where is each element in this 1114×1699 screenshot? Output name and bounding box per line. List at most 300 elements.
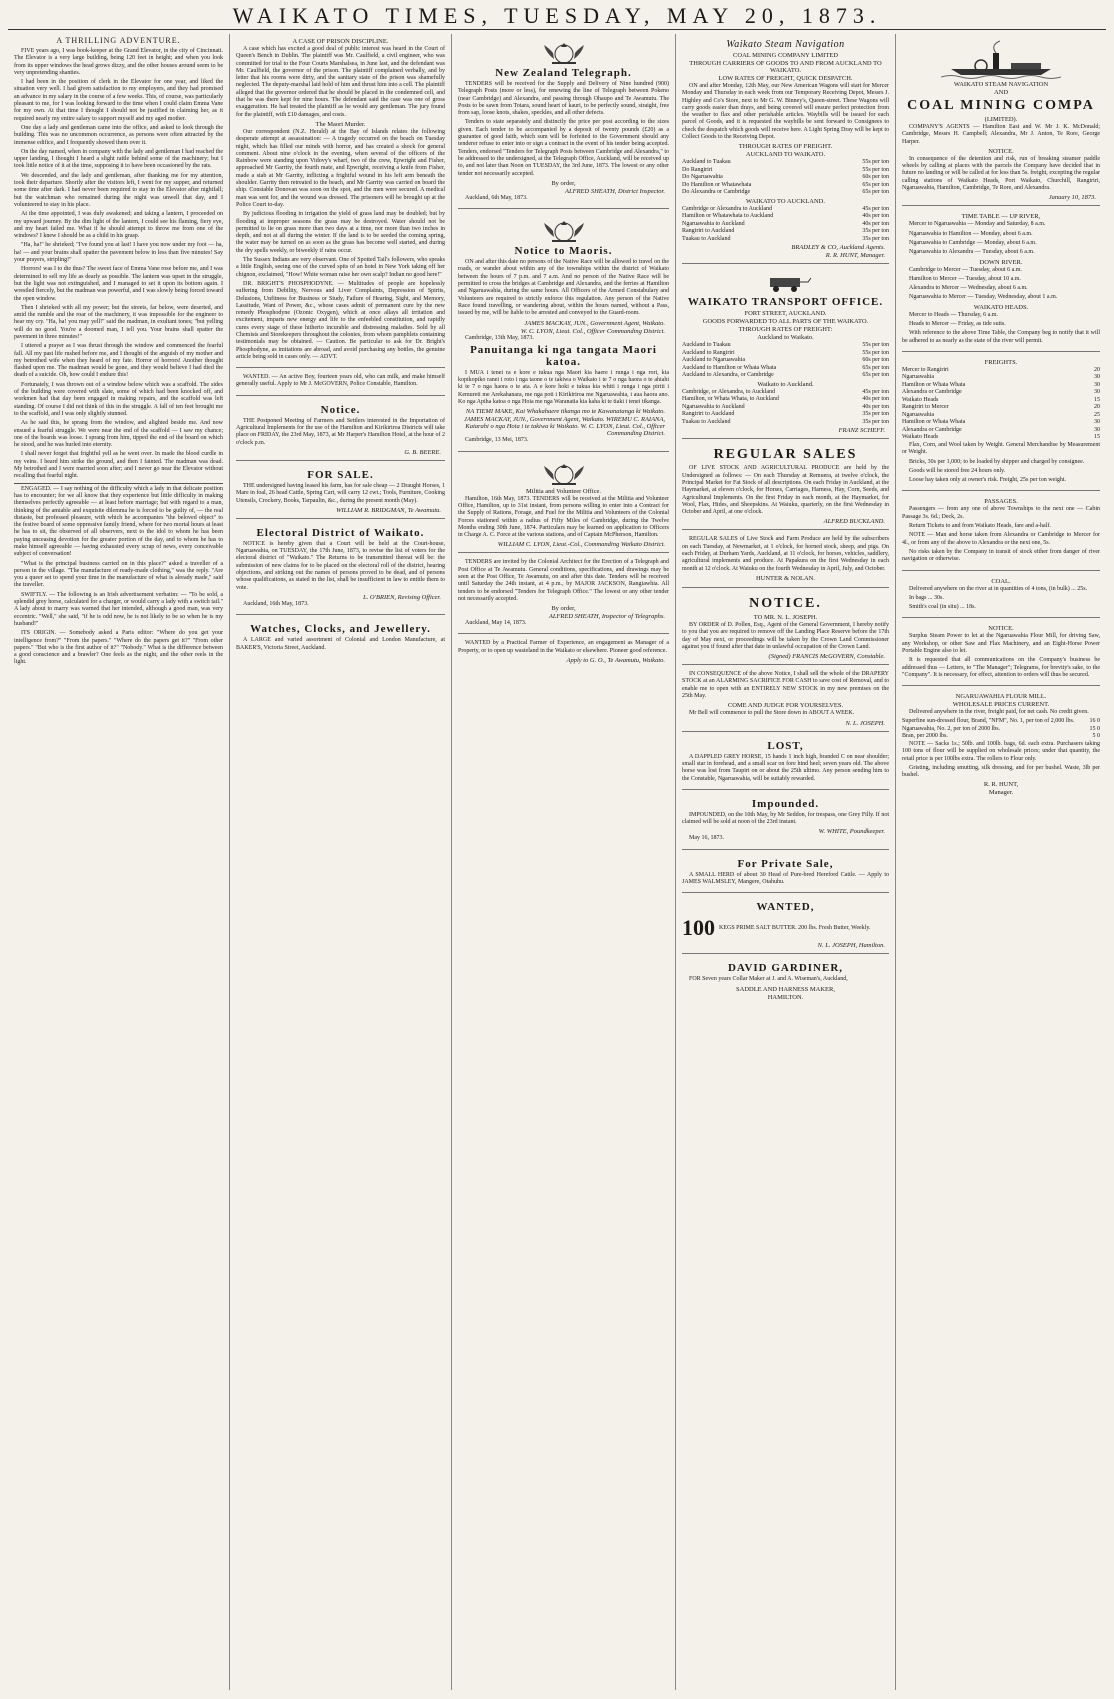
story-paragraph: Horrors! was I to die thus? The sweet face of Emma Vane rose before me, and I was determined to sell my life as dearly as possible. The lantern was upset in the struggle, but the light was not extinguished, and I managed to set it upon its bottom again. I wrestled fiercely, but the madman was powerful, and I was slowly being forced toward the open window. — [14, 266, 223, 302]
telegraph-title: New Zealand Telegraph. — [495, 67, 632, 79]
watches-ad — [236, 618, 445, 658]
lost-title: LOST, — [767, 739, 804, 752]
lost-text: A DAPPLED GREY HORSE, 15 hands 1 inch high, branded C on near shoulder; small star in forehead, and a small scar on fore hind heel; seven years old. The above horse was lost from Taupiri on or about the 25th ultimo. Any person sending him to the Constable, Ngaruawahia, will be suitably rewarded. — [682, 753, 889, 782]
rates-sub-2: WAIKATO TO AUCKLAND. — [746, 197, 825, 205]
butter-row — [682, 915, 889, 941]
story-paragraph: ITS ORIGIN. — Somebody asked a Paris editor: "Where do you get your intelligence from?" "From the papers." "Where do the papers get it?" "From other papers." "But who is the first author of it?" "Nobody." What is the difference between a good conscience and a brawler? One feels as the night, and the other reels in the light. — [14, 630, 223, 666]
sale-signature: WILLIAM R. BRIDGMAN, Te Awamutu. — [336, 506, 441, 514]
murder-title: The Maori Murder. — [315, 120, 366, 128]
rate-row — [682, 159, 889, 167]
for-sale-ad — [236, 464, 445, 519]
rate-value: 40s per ton — [862, 213, 889, 220]
militia-tender — [458, 455, 669, 554]
freights — [902, 355, 1100, 491]
flour-signature-2: Manager. — [988, 789, 1014, 797]
rate-value: 60s per ton — [862, 357, 889, 364]
butter-text: KEGS PRIME SALT BUTTER. 200 lbs. Fresh Butter, Weekly. — [719, 924, 871, 931]
flour-note-2: Gristing, including smutting, silk dressing, and for per bushel. Waste, 3lb per bushel. — [902, 764, 1100, 779]
sale-title: FOR SALE. — [307, 468, 374, 481]
drapery-signature: N. L. JOSEPH. — [845, 719, 885, 727]
rate-place: Hamilton or Whata Whata — [902, 419, 966, 426]
rate-row — [902, 374, 1100, 382]
heads-note: With reference to the above Time Table, the Company beg to notify that it will be adhered to as nearly as the state of the river will permit. — [902, 330, 1100, 344]
royal-crest-icon — [534, 217, 594, 243]
rate-place: Do Rangiriri — [682, 166, 713, 173]
panui-title: Panuitanga ki nga tangata Maori katoa. — [470, 343, 657, 368]
nav-title: WAIKATO STEAM NAVIGATION — [953, 81, 1049, 88]
t-rates-sub-1: Auckland to Waikato. — [757, 334, 814, 342]
murder-text: Our correspondent (N.Z. Herald) at the Bay of Islands relates the following desperate attempt at assassination: — A tragedy occurred on the beach on Tuesday night, which has filled our minds with horror, and has created a shock for general comment. About nine o'clock in the evening, when several of the officers of the Rainbow were standing upon Vidovy's wharf, two of the crew, Epwright and Fisher, approached Mr Garrity, the fourth mate, and Epwright, receiving a knife from Fisher, made a stab at Mr Garrity, inflicting a frightful wound in his left arm beneath the shoulder. Garrity then retreated to the beach, and Mr Garrity was carried on board the ship. Constable Donovan was soon on the spot, and the men were secured. A medical man was sent for, and the wound was dressed. The prisoners will be brought up at the Police Court to-day. — [236, 128, 445, 208]
rate-place: Ngaruawahia to Auckland — [682, 220, 745, 227]
rate-value: 55s per ton — [862, 166, 889, 173]
rate-row — [682, 404, 889, 412]
case-text: A case which has excited a good deal of public interest was heard in the Court of Queen's Bench in Dublin. The plaintiff was Mr. Caulfield, a civil engineer, who was committed for trial to the Four Courts Marshalsea, in June last, and the defendant was Mr. Caulfield, the governor of the prison. The plaintiff complained verbally, and by letter that his rooms were dirty, and the sanitary state of the prison was shamefully neglected. The deputy-marshal laid hold of him and thrust him into a cell. The plaintiff alleged that the governor ordered that he should be placed in the condemned cell, and that he was there kept for nine hours. The defendant said the case was one of gross exaggeration. He had treated the plaintiff as he would any gentleman. The jury found for the plaintiff, with £10 damages, and costs. — [236, 46, 445, 118]
passage-4: No risks taken by the Company in transit of stock either from danger of river navigation or otherwise. — [902, 548, 1100, 563]
electoral-date: Auckland, 16th May, 1873. — [243, 600, 309, 607]
rate-row — [682, 206, 889, 214]
rate-value: 30 — [1094, 426, 1100, 433]
rate-place: Rangiriri to Auckland — [682, 411, 735, 418]
militia-text: Hamilton, 16th May, 1873. TENDERS will be received at the Militia and Volunteer Office, Hamilton, up to 31st instant, from persons willing to enter into a Contract for the Supply of Rations, Forage, and Fuel for the Militia and Volunteers of the Colonial Forces stationed within a radius of Fifty Miles of Cambridge, during the Twelve Months ending 30th June, 1874. Particulars may be learned on application to Officers in Charge A. C. Force at the various stations, and of Captain McPherson, Hamilton. — [458, 495, 669, 539]
rate-row — [682, 189, 889, 197]
flour-title: NGARUAWAHIA FLOUR MILL. — [955, 693, 1047, 701]
up-river-4: Ngaruawahia to Alexandra — Tuesday, about 6 a.m. — [909, 249, 1035, 256]
irrigation-text: By judicious flooding in irrigation the yield of grass land may be doubled; but by flooding at improper seasons the grass may be destroyed. Water should not be permitted to lie on grass more than two days at a time, nor more than two inches in depth, and not at all during the winter. If the land is to be seeded the coming spring, the water may be turned on as soon as the grass has become well started, and during the dry spells weekly, or biweekly if rains occur. — [236, 211, 445, 254]
rate-place: Mercer to Rangiriri — [902, 366, 949, 373]
notice2-text-2: It is requested that all communications on the Company's business be addressed thus — Letters, to "The Manager"; Telegrams, for brevity's sake, to the "Company". It is necessary, for effect, attention to orders will thus be secured. — [902, 657, 1100, 678]
passages-title: PASSAGES. — [984, 498, 1018, 506]
down-river-2: Hamilton to Mercer — Tuesday, about 10 a.m. — [909, 275, 1021, 282]
freights-title: FREIGHTS. — [984, 358, 1018, 366]
sales-title: REGULAR SALES — [713, 447, 858, 463]
private-text: A SMALL HERD of about 30 Head of Pure-bred Hereford Cattle. — Apply to JAMES WALMSLEY, Mangere, Otahuhu. — [682, 871, 889, 885]
sales2-signature: HUNTER & NOLAN. — [755, 574, 816, 582]
gardiner-text: FOR Seven years Collar Maker at J. and A. Wiseman's, Auckland, — [689, 976, 848, 983]
rates-table-b — [682, 206, 889, 244]
rate-row — [902, 397, 1100, 405]
architect-tender — [458, 556, 669, 634]
butter-number: 100 — [682, 915, 715, 941]
panui-date: Cambridge, 13 Mei, 1873. — [465, 437, 529, 444]
nav-company: COAL MINING COMPA — [907, 98, 1095, 113]
wagon-icon — [756, 272, 816, 294]
rate-value: 15 — [1094, 434, 1100, 441]
steam-company: COAL MINING COMPANY LIMITED — [733, 52, 838, 59]
rate-place: Waikato Heads — [902, 434, 939, 441]
farmer-wanted-ad — [458, 637, 669, 668]
rate-row — [902, 718, 1100, 726]
story-paragraph: On the day named, when in company with the lady and gentleman I had reached the upper landing, I thought I heard a slight rattle behind some of the machinery; but I took little notice of it at the time, supposing it to have been occasioned by the rats. — [14, 148, 223, 170]
rate-row — [682, 342, 889, 350]
telegraph-by: By order, — [551, 179, 576, 187]
transport-title: WAIKATO TRANSPORT OFFICE. — [687, 296, 884, 309]
rate-row — [682, 213, 889, 221]
rate-row — [902, 367, 1100, 375]
passage-3: NOTE — Man and horse taken from Alexandra or Cambridge to Mercer for 4l., or from any of the above to Alexandra or the next one, 5s. — [902, 532, 1100, 546]
electoral-title: Electoral District of Waikato. — [256, 526, 425, 539]
farmer-text: WANTED by a Practical Farmer of Experience, an engagement as Manager of a Property, or to open up wasteland in the Waikato or elsewhere. Pioneer good reference. — [458, 640, 669, 654]
story-paragraph: At the time appointed, I was duly awakened; and taking a lantern, I proceeded on my upward journey. By the dim light of the lantern, I could see his flaming, fiery eye, and my heart failed me. What if he should attempt to throw me from one of the windows? I knew I should be as a child in his grasp. — [14, 211, 223, 240]
divider — [14, 483, 223, 484]
nav-notice-date: January 10, 1873. — [1048, 194, 1096, 202]
up-river-3: Ngaruawahia to Cambridge — Monday, about 6 a.m. — [909, 239, 1037, 246]
private-title: For Private Sale, — [737, 857, 834, 870]
t-rates-sub-2: Waikato to Auckland. — [757, 380, 814, 388]
drapery-sale-ad — [682, 668, 889, 731]
case-title: A CASE OF PRISON DISCIPLINE. — [292, 38, 389, 45]
t-rates-table-a — [682, 342, 889, 380]
rate-row — [902, 404, 1100, 412]
steam-signature-2: R. R. HUNT, Manager. — [825, 252, 885, 260]
butter-title: WANTED, — [756, 901, 815, 914]
telegraph-signature: ALFRED SHEATH, District Inspector. — [565, 187, 665, 195]
impound-text: IMPOUNDED, on the 10th May, by Mr Seddon, for trespass, one Grey Filly. If not claimed will be sold at noon of the 23rd instant. — [682, 811, 889, 826]
t-rates-title: THROUGH RATES OF FREIGHT: — [738, 326, 833, 334]
story-paragraph: I uttered a prayer as I was thrust through the window and commenced the fearful fall. All my past life rushed before me, and I thought of the anguish of my mother and my betrothed wife when they heard of my fate. Horror of horrors! Another thought flashed upon me. The madman would be gone, and they would believe I had died the death of a suicide. Oh, how could I endure this! — [14, 343, 223, 379]
sales-text: OF LIVE STOCK AND AGRICULTURAL PRODUCE are held by the Undersigned as follows: — On each Thursday at Remuera, at twelve o'clock, the Principal Market for Fat Stock of all descriptions. On each Friday in Auckland, at the Haymarket, at eleven o'clock, for Horses, Carriages, Harness, Hay, Corn, Seeds, and Agricultural Implements. On the first Friday in each month, at the Haymarket, for Wool, Flax, Hides, and Sheepskins. At Waiuku, quarterly, on the first Wednesday in October and April, at one o'clock. — [682, 465, 889, 516]
rate-place: Tuakau to Auckland — [682, 235, 731, 242]
rate-row — [902, 389, 1100, 397]
timetable-title: TIME TABLE — UP RIVER, — [961, 213, 1041, 221]
rates-table-a — [682, 159, 889, 197]
rate-place: Waikato Heads — [902, 396, 939, 403]
steam-title: Waikato Steam Navigation — [726, 39, 845, 50]
rate-place: Auckland to Tuakau — [682, 159, 731, 166]
rate-place: Ngaruawahia — [902, 411, 934, 418]
timetable — [902, 209, 1100, 352]
rate-place: Hamilton or Whata Whata — [902, 381, 966, 388]
column-2 — [230, 34, 452, 1690]
royal-crest-icon — [534, 460, 594, 486]
rate-value: 15 — [1094, 396, 1100, 403]
rate-place: Hamilton, or Whata Whata, to Auckland — [682, 396, 779, 403]
flour-prices-table — [902, 718, 1100, 741]
column-3 — [452, 34, 676, 1690]
nav-limited: (LIMITED). — [984, 116, 1018, 123]
rate-place: Auckland to Hamilton or Whata Whata — [682, 364, 777, 371]
steam-power-notice — [902, 621, 1100, 686]
story-paragraph: "Ha, ha!" he shrieked; "I've found you at last! I have you now under my foot — ha, ha! — and your brains shall spatter the pavement below in less than five minutes! Say your prayers, stripling!" — [14, 242, 223, 264]
impound-title: Impounded. — [751, 797, 820, 810]
down-river-4: Ngaruawahia to Mercer — Tuesday, Wednesday, about 1 a.m. — [909, 294, 1058, 301]
butter-signature: N. L. JOSEPH, Hamilton. — [817, 942, 885, 950]
rate-place: Ngaruawahia to Auckland — [682, 403, 745, 410]
rate-place: Do Hamilton or Whatawhata — [682, 181, 752, 188]
drapery-sub: COME AND JUDGE FOR YOURSELVES. — [727, 702, 844, 710]
steam-low-rates: LOW RATES OF FREIGHT, QUICK DESPATCH. — [718, 75, 853, 82]
rate-row — [682, 167, 889, 175]
rate-place: Alexandra or Cambridge — [902, 389, 962, 396]
impound-signature: W. WHITE, Poundkeeper. — [818, 828, 885, 836]
nav-and: AND — [993, 89, 1009, 96]
story-paragraph: One day a lady and gentleman came into the office, and asked to look through the building. This was no uncommon occurrence, as persons were often attracted by the immense edifice, and I frequently showed them over it. — [14, 124, 223, 146]
rate-value: 16 0 — [1089, 718, 1100, 725]
transport-signature: FRANZ SCHEFF. — [838, 427, 885, 435]
rate-value: 35s per ton — [862, 235, 889, 242]
telegraph-date: Auckland, 6th May, 1873. — [465, 194, 528, 201]
story-paragraph: Then I shrieked with all my power; but the streets, far below, were deserted, and amid the rumble and the roar of the machinery, it was impossible for the engineer to hear my cry. "Ha, ha! you may yell!" said the madman, in exultant tones; "but yelling will do no good. You're a doomed man, I tell you. Your brains shall spatter the pavement in three minutes!" — [14, 304, 223, 340]
notice-text: THE Postponed Meeting of Farmers and Settlers interested in the Importation of Agricultural Implements for the use of the Hamilton and Kirikiriroa Districts will take place on FRIDAY, the 23rd May, 1873, at Mr Harper's Hamilton Hotel, at the hour of 2 o'clock p.m. — [236, 417, 445, 446]
rate-row — [682, 350, 889, 358]
rate-value: 40s per ton — [862, 220, 889, 227]
gardiner-title: DAVID GARDINER, — [727, 962, 844, 975]
panui-signature-2: JAMES MACKAY, JUN., Government Agent, Waikato. WIREMU C. RAIANA, Kaiarahi o nga Hoia i te takiwa ki Waikato. W. C. LYON, Lieut. Col., Officer Commanding District. — [463, 416, 665, 438]
rate-row — [682, 221, 889, 229]
militia-signature: WILLIAM C. LYON, Lieut.-Col., Commanding Waikato District. — [497, 541, 665, 549]
rate-value: 65s per ton — [862, 364, 889, 371]
sales2-text: REGULAR SALES of Live Stock and Farm Produce are held by the subscribers on each Tuesday, at Newmarket, at 1 o'clock, for horned stock, sheep, and pigs. On each Friday, at Durham Yards, Auckland, at 11 o'clock, for horses, vehicles, saddlery, agricultural implements and produce. At Papakura on the first Wednesday in each month at 12 o'clock. At Waiuku on the fourth Wednesday in April, July, and October. — [682, 536, 889, 572]
up-river-2: Ngaruawahia to Hamilton — Monday, about 6 a.m. — [909, 230, 1033, 237]
rate-place: Auckland to Ngaruawahia — [682, 357, 745, 364]
rate-row — [902, 412, 1100, 420]
heads-1: Mercer to Heads — Thursday, 6 a.m. — [909, 311, 998, 318]
rate-place: Do Alexandra or Cambridge — [682, 189, 751, 196]
down-river-1: Cambridge to Mercer — Tuesday, about 6 a.m. — [909, 266, 1022, 273]
notice-signature: G. B. BEERE. — [404, 448, 441, 456]
coal-3: Smith's coal (in situ) ... 18s. — [909, 604, 976, 611]
story-paragraph: ENGAGED. — I say nothing of the difficulty which a lady in that delicate position has to encounter; for we all know that they experience but little difficulty in making themselves perfectly agreeable — at least before marriage; but with regard to a man, thinking of the amiable and exquisite dilemma he is forced to be guilty of, — the real distaste, but professed pleasure, with which he accompanies "the beloved object" to the festive board of some oppressive family friend, where for two mortal hours at least he has to sit, the observed of all observers, next to the idol to whom he has been paying unceasing devotion for the greater portion of the day, and to whom he has to make himself agreeable — having exhausted every scrap of news, every conceivable subject of conversation! — [14, 485, 223, 558]
joseph-notice — [682, 591, 889, 665]
wanted-boy-ad — [236, 371, 445, 396]
lost-horse-ad — [682, 735, 889, 790]
joseph-to: TO MR. N. L. JOSEPH. — [753, 613, 818, 621]
rate-value: 25 — [1094, 411, 1100, 418]
rates-title: THROUGH RATES OF FREIGHT. — [738, 143, 833, 151]
rate-value: 65s per ton — [862, 189, 889, 196]
rate-value: 40s per ton — [862, 403, 889, 410]
rate-row — [682, 357, 889, 365]
rate-place: Bran, per 2000 lbs. — [902, 733, 948, 740]
rate-row — [902, 427, 1100, 435]
rate-value: 35s per ton — [862, 418, 889, 425]
rate-row — [902, 419, 1100, 427]
rate-place: Hamilton or Whatawhata to Auckland — [682, 213, 774, 220]
wanted-text: WANTED. — An active Boy, fourteen years old, who can milk, and make himself generally useful. Apply to Mr J. McGOVERN, Police Constable, Hamilton. — [236, 374, 445, 388]
steam-subtitle: THROUGH CARRIERS OF GOODS TO AND FROM AUCKLAND TO WAIKATO. — [689, 60, 882, 74]
architect-date: Auckland, May 14, 1873. — [465, 620, 527, 627]
rate-row — [682, 396, 889, 404]
rate-value: 20 — [1094, 404, 1100, 411]
meeting-notice — [236, 399, 445, 461]
rate-place: Alexandra or Cambridge — [902, 426, 962, 433]
joseph-title: NOTICE. — [749, 595, 822, 611]
architect-by: By order, — [551, 605, 576, 613]
rate-row — [682, 365, 889, 373]
notice2-title: NOTICE. — [988, 625, 1014, 633]
testimonial-text: The Sussex Indians are very observant. One of Spotted Tail's followers, who speaks a little English, seeing one of the curved spits of an hotel in New York taking off her chignon, exclaimed, "How! White woman raise her own scalp? Indian no good here!" — [236, 257, 445, 278]
case-article — [236, 34, 445, 368]
heads-2: Heads to Mercer — Friday, as tide suits. — [909, 321, 1006, 328]
telegraph-tender — [458, 34, 669, 209]
rate-value: 60s per ton — [862, 174, 889, 181]
freights-note-3: Goods will be stored free 24 hours only. — [909, 467, 1006, 474]
telegraph-text: TENDERS will be received for the Supply and Delivery of Nine hundred (900) Telegraph Posts (more or less), for renewing the line of Telegraph between Pokeno (near Cambridge) and Alexandra, and passing through Ohaupo and Te Awamutu. The Posts to be sawn from Totara, sound heart of kauri, to be perfectly sound, straight, free from sap, loose knots, shakes, speckles, and all other defects. — [458, 81, 669, 117]
rate-place: Cambridge, or Alexandra, to Auckland — [682, 388, 775, 395]
sales-signature: ALFRED BUCKLAND. — [823, 518, 885, 526]
rate-row — [682, 372, 889, 380]
rate-place: Rangiriri to Mercer — [902, 404, 949, 411]
rate-value: 55s per ton — [862, 349, 889, 356]
steam-text: ON and after Monday, 12th May, our New American Wagons will start for Mercer Monday and Thursday in each week from our Temporary Receiving Depot, Messrs J. Highley and Co's Store, next to Mr G. W. Binney's, Queen-street. These Wagons will carry goods easier than drays, and being covered will ensure perfect protection from the weather to flax and other perishable articles. Waybills will be issued for each parcel of Goods, and it is requested the waybills be sent forward to Consignees to check the despatch which goods will receive here. A Light Spring Dray will be kept to Collect Goods to the Receiving Depot. — [682, 83, 889, 141]
rate-value: 30 — [1094, 419, 1100, 426]
rate-value: 35s per ton — [862, 228, 889, 235]
gardiner-ad — [682, 957, 889, 1005]
rate-value: 45s per ton — [862, 388, 889, 395]
architect-text: TENDERS are invited by the Colonial Architect for the Erection of a Telegraph and Post Office at Te Awamutu. General conditions, specifications, and drawings may be seen at the Post Office, Te Awamutu, on and after this date. Tenders will be received until Saturday the 24th instant, at 4 p.m., by MAJOR JACKSON, Rangiawhia. All tenders to be endorsed "Tenders for Telegraph Office." The lowest or any other tender not necessarily accepted. — [458, 559, 669, 602]
rate-row — [902, 726, 1100, 734]
rate-place: Auckland to Rangiriri — [682, 349, 735, 356]
maori-notice — [458, 212, 669, 451]
butter-wanted-ad — [682, 896, 889, 954]
steam-navigation-ad — [682, 34, 889, 264]
passage-1: Passengers — from any one of above Townships to the next one — Cabin Passage 3s. 6d.; Deck, 2s. — [902, 506, 1100, 520]
story-body — [14, 48, 223, 667]
columns — [8, 34, 1106, 1690]
nav-notice-title: NOTICE. — [988, 147, 1014, 155]
rate-row — [682, 174, 889, 182]
flour-note: NOTE — Sacks 1s.; 50lb. and 100lb. bags, 6d. each extra. Purchasers taking 100 tons of flour will be supplied on wholesale prices; under that quantity, the retail price is per 100lbs extra. The rollers to Flour only. — [902, 740, 1100, 762]
panui-text: I MUA i tenei ra e kore e tukua nga Maori kia haere i runga i nga rori, kia kopikopiko ranei i roto i nga taone o te takiwa o Waikato i te 7 o nga haora o te ahiahi ki te 7 o nga haora o te ata. A e kore hoki e tukua kia whiti i runga i nga piriti i Kemureti me Arekahanara, me nga poti i Kirikiriroa me Ngaruawahia, i aua haora ano. Ko nga Apiha katoa o nga Hoia me nga Waranatia kia kaha ki te tiaki i tenei tikanga. — [458, 369, 669, 406]
drapery-text: IN CONSEQUENCE of the above Notice, I shall sell the whole of the DRAPERY STOCK at an ALARMING SACRIFICE FOR CASH to save cost of Removal, and to enable me to open with an ENTIRELY NEW STOCK in my new premises on the 25th May. — [682, 671, 889, 700]
militia-title: Militia and Volunteer Office. — [525, 487, 602, 495]
rate-place: Tuakau to Auckland — [682, 418, 731, 425]
heads-title: WAIKATO HEADS. — [973, 303, 1029, 311]
steam-signature-1: BRADLEY & CO, Auckland Agents. — [791, 244, 885, 252]
flour-text: Delivered anywhere in the river, freight paid, for net cash. No credit given. — [909, 709, 1089, 716]
story-paragraph: We descended, and the lady and gentleman, after thanking me for my attention, took their departure. Shortly after the visitors left, I went for my supper, and returned some time after dark. I had never been required to stay in the Elevator after nightfall; but the watchman who remained during the night was unwell that day, and I volunteered to stay in his place. — [14, 172, 223, 208]
rate-row — [902, 382, 1100, 390]
royal-crest-icon — [534, 39, 594, 65]
impounded-ad — [682, 793, 889, 850]
transport-office-ad — [682, 267, 889, 439]
maori-signature-2: W. C. LYON, Lieut. Col., Officer Commanding District. — [520, 327, 665, 335]
notice2-text: Surplus Steam Power to let at the Ngaruawahia Flour Mill, for driving Saw, any Workshop, or other Saw and Flax Machinery, and an Eight-Horse Power Portable Engine also to let. — [902, 633, 1100, 654]
maori-title: Notice to Maoris. — [514, 245, 613, 258]
farmer-signature: Apply to G. O., Te Awamutu, Waikato. — [566, 657, 665, 665]
coal-2: In bags ... 30s. — [909, 594, 944, 601]
nav-notice-text: In consequence of the detention and risk, run of breaking steamer paddle wheels by calling at places with the parcels the Company have decided that in future no landing or will be called at for less than 5s. freight, excepting the regular calling stations of Waikato Heads, Port Waikato, Churchill, Rangiriri, Ngaruawahia, Hamilton, Cambridge, Te Rore, and Alexandra. — [902, 155, 1100, 192]
story-paragraph: "What is the principal business carried on in this place?" asked a traveller of a person in the village. "The manufacture of ready-made clothing," was the reply. "Are you a queer set to spend your time in the manufacture of what is already made," said the traveller. — [14, 560, 223, 589]
rate-row — [682, 182, 889, 190]
transport-text: GOODS FORWARDED TO ALL PARTS OF THE WAIKATO. — [702, 318, 869, 326]
rate-value: 40s per ton — [862, 396, 889, 403]
electoral-signature: L. O'BRIEN, Revising Officer. — [363, 593, 441, 601]
sale-text: THE undersigned having leased his farm, has for sale cheap — 2 Draught Horses, 1 Mare in foal, 26 head Cattle, Spring Cart, will carry 12 cwt.; Tools, Furniture, Cooking Utensils, Crockery, Books, Tarpaulin, &c., during the present month (May). — [236, 482, 445, 504]
rate-place: Superfine sun-dressed flour, Brand, "NFM", No. 1, per ton of 2,000 lbs. — [902, 718, 1075, 725]
up-river-1: Mercer to Ngaruawahia — Monday and Saturday, 8 a.m. — [909, 221, 1046, 228]
rate-place: Auckland to Tuakau — [682, 342, 731, 349]
gardiner-sub: SADDLE AND HARNESS MAKER, — [736, 985, 835, 993]
rate-value: 55s per ton — [862, 342, 889, 349]
freights-note-1: Flax, Corn, and Wool taken by Weight. General Merchandise by Measurement or Weight. — [902, 441, 1100, 456]
t-rates-table-b — [682, 389, 889, 427]
down-title: DOWN RIVER. — [979, 258, 1023, 266]
regular-sales-2-ad — [682, 533, 889, 587]
flour-mill-ad — [902, 689, 1100, 801]
rate-row — [902, 733, 1100, 741]
down-river-3: Alexandra to Mercer — Wednesday, about 6 a.m. — [909, 285, 1028, 292]
telegraph-text-2: Tenders to state separately and distinctly the price per post according to the sizes given. Each tender to be accompanied by a deposit of twenty pounds (£20) as a guarantee of good faith, which sum will be forfeited to the Government should any tenderer refuse to enter into or sign a contract in the event of his tender being accepted. Tenders, endorsed "Tenders for Telegraph Posts between Cambridge and Alexandra," to be addressed to the undersigned, at the Telegraph Office, Auckland, will be received up to, and not later than Noon on TUESDAY, the 3rd June, 1873. The lowest or any other tender not necessarily accepted. — [458, 119, 669, 177]
rate-value: 5 0 — [1092, 733, 1100, 740]
rate-place: Cambridge or Alexandra to Auckland — [682, 205, 772, 212]
rate-row — [902, 434, 1100, 442]
rates-sub-1: AUCKLAND TO WAIKATO. — [745, 151, 826, 159]
story-paragraph: As he said this, he sprang from the window, and alighted beside me. And now ensued a fearful struggle. We were near the end of the scaffold — I saw my chance; one of the boards was loose. I sprang from him, tipped the end of the board on which he stood, and he was hurled into eternity. — [14, 420, 223, 449]
rate-value: 35s per ton — [862, 411, 889, 418]
steamer-icon — [941, 39, 1061, 79]
rate-place: Rangiriri to Auckland — [682, 228, 735, 235]
architect-signature: ALFRED SHEATH, Inspector of Telegraphs. — [548, 613, 665, 621]
coal-1: Delivered anywhere on the river at in quantities of 4 tons, (in bulk) ... 25s. — [909, 585, 1088, 592]
rate-value: 20 — [1094, 366, 1100, 373]
column-5 — [896, 34, 1106, 1690]
gardiner-place: HAMILTON. — [767, 993, 804, 1001]
maori-text: ON and after this date no persons of the Native Race will be allowed to travel on the roads, or wander about within any of the townships within the district of Waikato between the hours of 7 p.m. and 7 a.m. And no person of the Native Race will be permitted to cross the bridges at Cambridge and Alexandra, and the ferries at Hamilton and Ngaruawahia, during the same hours. All Officers of the Armed Constabulary and Volunteers are required to strictly enforce this regulation. Any person of the Native Race found travelling, or wandering about, within the hours named, without a Pass, issued by me, will be liable to be arrested and conveyed to the Guard-room. — [458, 259, 669, 317]
impound-date: May 16, 1873. — [689, 835, 724, 842]
rate-value: 30 — [1094, 389, 1100, 396]
watches-text: A LARGE and varied assortment of Colonial and London Manufacture, at BAKER'S, Victoria Street, Auckland. — [236, 637, 445, 651]
rate-value: 15 0 — [1089, 725, 1100, 732]
freights-table — [902, 367, 1100, 442]
freights-note-2: Bricks, 30s per 1,000; to be loaded by shipper and charged by consignee. — [909, 458, 1085, 465]
story-paragraph: SWIFTLY. — The following is an Irish advertisement verbatim: — "To be sold, a splendid grey horse, calculated for a charger, or would carry a lady with a switch tail." A lady about to marry was warned that her intended, although a good man, was very eccentric. "Well," she said, "if he is odd now, he is not likely to be so when he is my husband!" — [14, 591, 223, 627]
rate-row — [682, 419, 889, 427]
rate-value: 45s per ton — [862, 205, 889, 212]
flour-signature: R. R. HUNT, — [983, 781, 1019, 789]
coal-title: COAL. — [991, 577, 1011, 585]
rate-value: 65s per ton — [862, 372, 889, 379]
transport-subtitle: FORT STREET, AUCKLAND. — [744, 310, 827, 318]
rate-place: Do Ngaruawahia — [682, 174, 723, 181]
flour-subtitle: WHOLESALE PRICES CURRENT. — [952, 701, 1050, 709]
agents-text: COMPANY'S AGENTS — Hamilton East and W. Mr J. K. McDonald; Cambridge, Messrs H. Campbell; Alexandra, Mr J. Anton, Te Rore, George Harper. — [902, 124, 1100, 145]
rate-value: 30 — [1094, 374, 1100, 381]
navigation-company-ad — [902, 34, 1100, 206]
story-title: A THRILLING ADVENTURE. — [56, 36, 181, 45]
story-paragraph: I had been in the position of clerk in the Elevator for one year, and liked the situation very well. I had given satisfaction to my employers, and they had promised an advance in my salary in the course of a few weeks. This, of course, was particularly pleasant to me, for I was looking forward to the time when I could claim Emma Vane for my own. At that time I thought I should not be justified in claiming her, as it required nearly my entire salary to support myself and my aged mother. — [14, 79, 223, 122]
rate-row — [682, 411, 889, 419]
electoral-notice — [236, 522, 445, 615]
panui-signature-1: NA TIEMI MAKE, Kai Whakahaere tikanga mo te Kawanatanga ki Waikato. — [465, 408, 665, 416]
watches-title: Watches, Clocks, and Jewellery. — [250, 623, 431, 636]
rate-row — [682, 228, 889, 236]
notice-title: Notice. — [320, 403, 361, 416]
joseph-signature: (Signed) FRANCIS McGOVERN, Constable. — [768, 653, 885, 661]
coal — [902, 574, 1100, 619]
story-paragraph: Fortunately, I was thrown out of a window below which was a scaffold. The sides of the building were covered with slate, some of which had been knocked off, and workmen had that day been engaged in making repairs, and the scaffold was left standing. Of course I did not think of this in the struggle. A fall of ten feet brought me to the scaffold, and I was only slightly stunned. — [14, 381, 223, 417]
drapery-text-2: Mr Bell will commence to pull the Store down in ABOUT A WEEK. — [689, 710, 855, 717]
joseph-text: BY ORDER of D. Pollen, Esq., Agent of the General Government, I hereby notify to you that you are required to remove off the Landing Place Reserve before the 17th day of May next, or proceedings will be taken by the Crown Land Commissioner against you if found after that date in unlawful occupation of the Crown Land. — [682, 621, 889, 650]
rate-value: 65s per ton — [862, 181, 889, 188]
rate-row — [682, 389, 889, 397]
rate-value: 55s per ton — [862, 159, 889, 166]
story-paragraph: I shall never forget that frightful yell as he went over. In made the blood curdle in my veins. I heard him strike the ground, and then I fainted. The madman was dead. My betrothed and I were married soon after; and I never go near the Elevator without recalling that fearful night. — [14, 451, 223, 480]
rate-place: Ngaruawahia — [902, 374, 934, 381]
rate-place: Ngaruawahia, No. 2, per ton of 2000 lbs. — [902, 725, 1001, 732]
maori-signature-1: JAMES MACKAY, JUN., Government Agent, Waikato. — [524, 319, 665, 327]
phosphodyne-text: DR. BRIGHT'S PHOSPHODYNE. — Multitudes of people are hopelessly suffering from Debility, Nervous and Liver Complaints, Depression of Spirits, Delusions, Unfitness for Business or Study, Failure of Hearing, Sight, and Memory, Lassitude, Want of Power, &c., whose cases admit of permanent cure by the new remedy Phosphodyne (Ozonic Oxygen), which at once allays all irritation and excitement, imparts new energy and life to the enfeebled constitution, and rapidly cures every stage of these hitherto incurable and distressing maladies. Sold by all Chemists and Storekeepers throughout the colonies, from whom pamphlets containing testimonials may be obtained. — Caution. Be particular to ask for Dr. Bright's Phosphodyne, as imitations are abroad, and avoid purchasing any bottles, the genuine article being sold in cases only. — ADVT. — [236, 280, 445, 360]
electoral-text: NOTICE is hereby given that a Court will be held at the Court-house, Ngaruawahia, on TUESDAY, the 17th June, 1873, to revise the list of voters for the electoral district of "Waikato." The Returns to be transmitted thereat will be: the submission of new claims for to be placed on the electoral roll of the district, hearing objections, and striking out the names of persons proved to be dead, and of persons whose qualifications, as stated in the list, shall be insufficient in law to entitle them to vote. — [236, 540, 445, 591]
private-sale-ad — [682, 853, 889, 894]
masthead: WAIKATO TIMES, TUESDAY, MAY 20, 1873. — [8, 4, 1106, 30]
passages — [902, 494, 1100, 570]
maori-date: Cambridge, 13th May, 1873. — [465, 334, 534, 341]
regular-sales-ad — [682, 442, 889, 530]
rate-place: Auckland to Alexandra, or Cambridge — [682, 372, 774, 379]
freights-note-4: Loose hay taken only at owner's risk. Freight, 25s per ton weight. — [909, 477, 1067, 484]
rate-row — [682, 236, 889, 244]
story-paragraph: FIVE years ago, I was book-keeper at the Grand Elevator, in the city of Cincinnati. The Elevator is a very large building, being 120 feet in height; and when you look from its upper windows the head grows dizzy, and the other houses around seem to be very unpretending shanties. — [14, 48, 223, 76]
